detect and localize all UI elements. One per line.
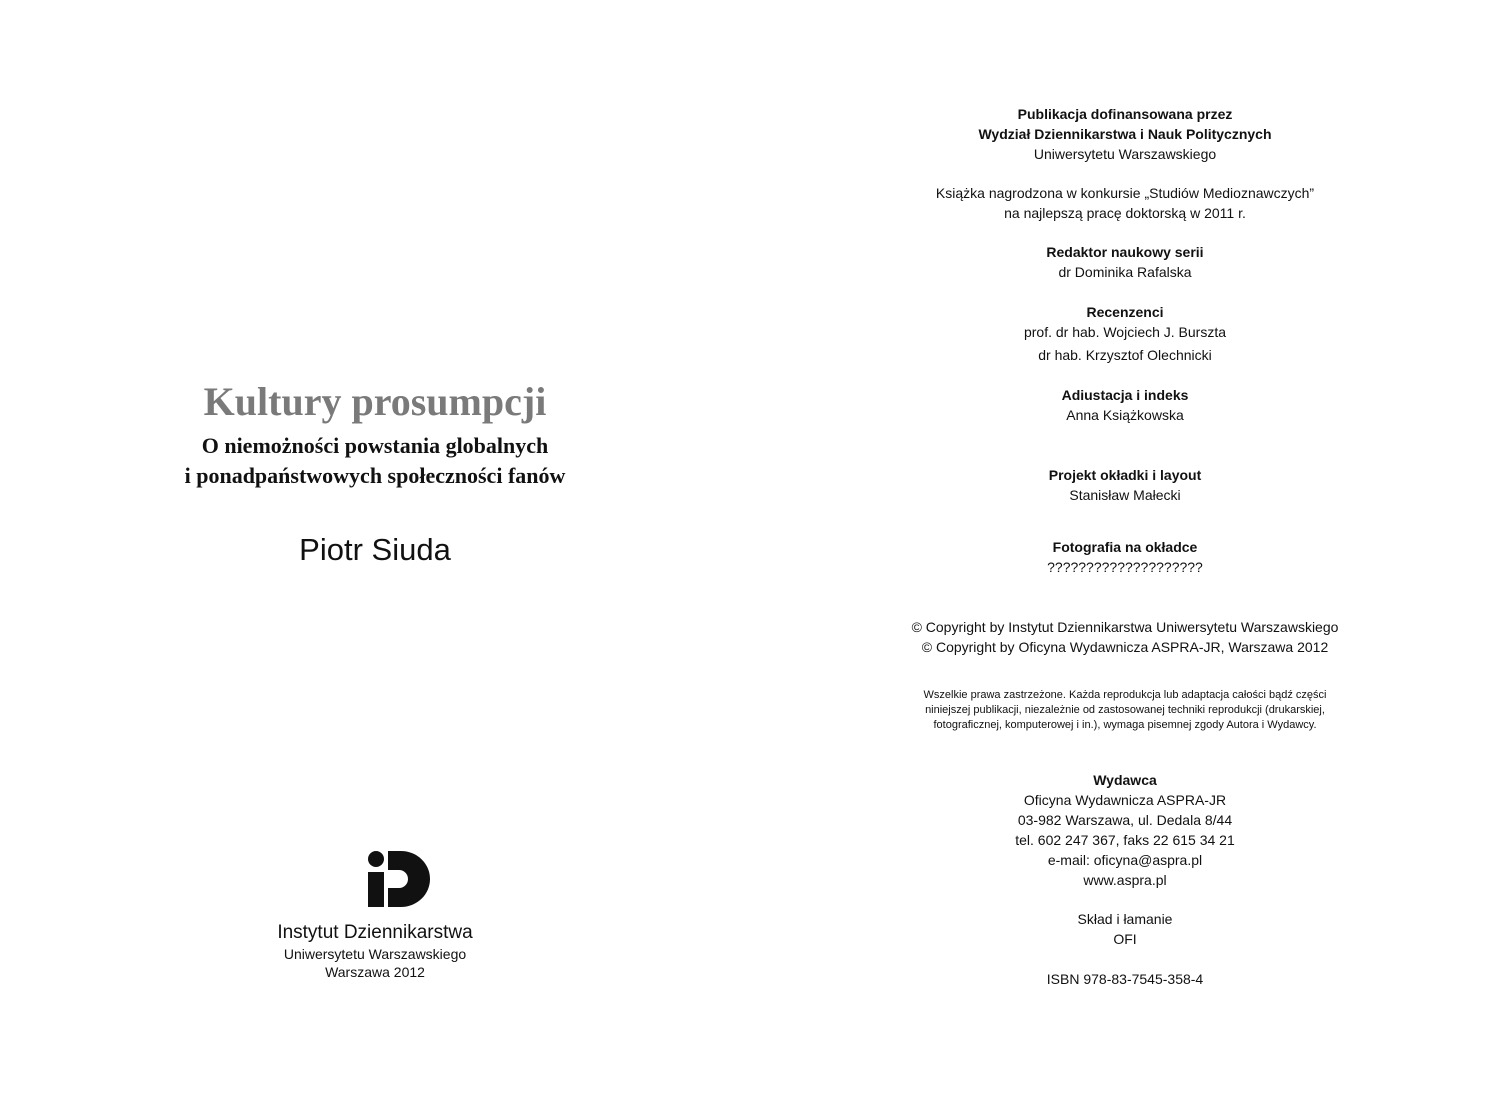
book-title: Kultury prosumpcji — [203, 379, 547, 424]
cover-photo-name: ???????????????????? — [1047, 559, 1203, 575]
copyright-line1: © Copyright by Instytut Dziennikarstwa Uniwersytetu Warszawskiego — [911, 619, 1339, 635]
award-line2: na najlepszą pracę doktorską w 2011 r. — [1004, 205, 1246, 221]
rights-line2: niniejszej publikacji, niezależnie od zastosowanej techniki reprodukcji (drukarskiej, — [925, 704, 1325, 716]
funding-label: Publikacja dofinansowana przez — [1017, 106, 1233, 122]
publisher-label: Wydawca — [1093, 772, 1157, 788]
institute-name: Instytut Dziennikarstwa — [277, 922, 473, 943]
reviewers-label: Recenzenci — [1086, 304, 1164, 320]
book-subtitle-line1: O niemożności powstania globalnych — [201, 433, 549, 458]
reviewer-2: dr hab. Krzysztof Olechnicki — [1038, 347, 1212, 363]
publisher-name: Oficyna Wydawnicza ASPRA-JR — [1023, 792, 1227, 808]
typesetting-label: Skład i łamanie — [1077, 911, 1173, 927]
publisher-email: e-mail: oficyna@aspra.pl — [1047, 852, 1203, 868]
right-page — [750, 0, 1500, 1100]
cover-design-name: Stanisław Małecki — [1069, 487, 1181, 503]
funding-faculty: Wydział Dziennikarstwa i Nauk Politycznych — [978, 126, 1272, 142]
institute-university: Uniwersytetu Warszawskiego — [283, 946, 467, 962]
cover-design-label: Projekt okładki i layout — [1048, 467, 1202, 483]
rights-line1: Wszelkie prawa zastrzeżone. Każda reprodukcja lub adaptacja całości bądź części — [923, 689, 1327, 701]
reviewer-1: prof. dr hab. Wojciech J. Burszta — [1023, 324, 1227, 340]
copyright-line2: © Copyright by Oficyna Wydawnicza ASPRA-JR, Warszawa 2012 — [921, 639, 1329, 655]
series-editor-label: Redaktor naukowy serii — [1046, 244, 1204, 260]
book-subtitle-line2: i ponadpaństwowych społeczności fanów — [184, 463, 566, 488]
publisher-address: 03-982 Warszawa, ul. Dedala 8/44 — [1017, 812, 1233, 828]
rights-line3: fotograficznej, komputerowej i in.), wymaga pisemnej zgody Autora i Wydawcy. — [933, 719, 1317, 731]
id-logo-icon — [368, 851, 430, 907]
institute-city-year: Warszawa 2012 — [325, 964, 425, 980]
editing-label: Adiustacja i indeks — [1061, 387, 1189, 403]
publisher-phone: tel. 602 247 367, faks 22 615 34 21 — [1015, 832, 1235, 848]
series-editor-name: dr Dominika Rafalska — [1058, 264, 1192, 280]
typesetting-name: OFI — [1113, 931, 1137, 947]
editing-name: Anna Książkowska — [1066, 407, 1184, 423]
publisher-website: www.aspra.pl — [1083, 872, 1167, 888]
funding-university: Uniwersytetu Warszawskiego — [1033, 146, 1217, 162]
award-line1: Książka nagrodzona w konkursie „Studiów Medioznawczych” — [935, 185, 1315, 201]
cover-photo-label: Fotografia na okładce — [1052, 539, 1198, 555]
isbn: ISBN 978-83-7545-358-4 — [1046, 971, 1204, 987]
book-author: Piotr Siuda — [299, 532, 451, 567]
